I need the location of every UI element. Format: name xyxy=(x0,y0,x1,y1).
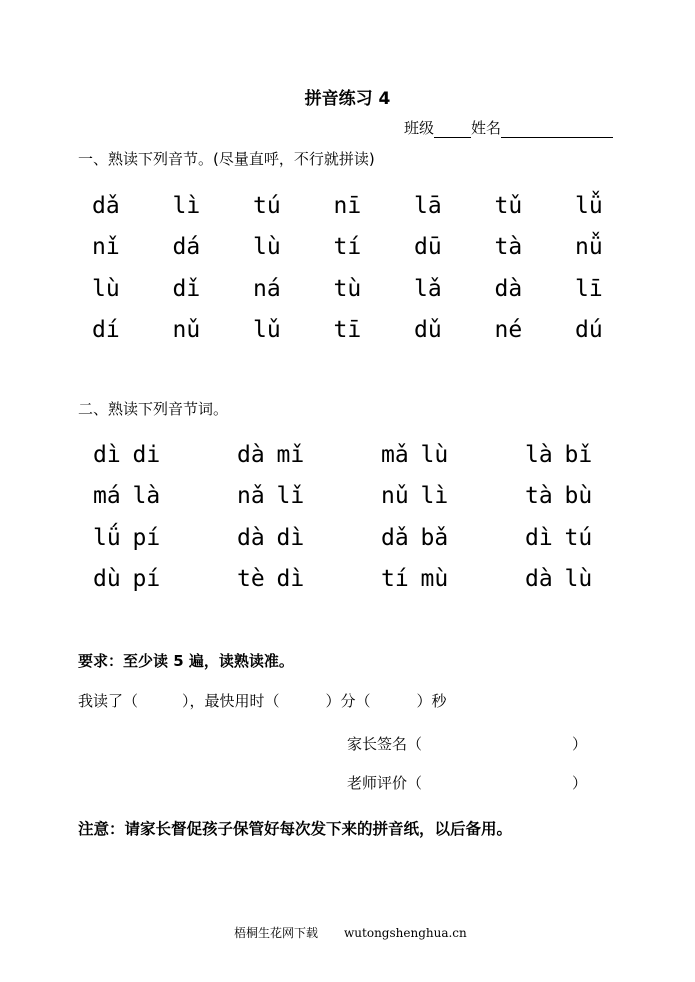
word: mǎ lù xyxy=(381,441,449,468)
word-row xyxy=(93,517,669,559)
fastest-time-label: ），最快用时（ xyxy=(182,692,280,710)
minutes-label: ）分（ xyxy=(325,692,371,710)
syllable: ná xyxy=(253,275,281,302)
page-title xyxy=(0,84,695,109)
word-row xyxy=(93,476,669,518)
word-grid xyxy=(93,434,669,600)
word: dà dì xyxy=(237,524,305,551)
word: dì di xyxy=(93,441,161,468)
syllable: lī xyxy=(575,275,603,302)
word: là bǐ xyxy=(525,441,593,468)
syllable: tī xyxy=(333,317,362,344)
syllable: dú xyxy=(575,317,603,344)
syllable: tà xyxy=(494,234,523,261)
syllable: lǔ xyxy=(253,317,281,344)
syllable: nǐ xyxy=(92,234,120,261)
read-count-label: 我读了（ xyxy=(78,692,139,710)
parent-signature xyxy=(347,733,587,754)
syllable-row xyxy=(92,227,656,269)
word-row xyxy=(93,559,669,601)
word: tè dì xyxy=(237,566,305,593)
parent-signature-close: ） xyxy=(572,735,588,753)
teacher-evaluation-label: 老师评价（ xyxy=(347,774,423,792)
reading-log xyxy=(78,690,447,711)
word: lǘ pí xyxy=(93,524,161,551)
syllable: lù xyxy=(253,234,281,261)
name-blank[interactable] xyxy=(501,121,613,138)
note-text: 注意：请家长督促孩子保管好每次发下来的拼音纸，以后备用。 xyxy=(78,820,513,838)
syllable: dí xyxy=(92,317,120,344)
syllable: tú xyxy=(253,192,281,219)
word: dà lù xyxy=(525,566,593,593)
student-info xyxy=(404,117,613,138)
word: dì tú xyxy=(525,524,593,551)
word: dǎ bǎ xyxy=(381,524,449,551)
syllable: dǎ xyxy=(92,192,120,219)
syllable: nǔ xyxy=(172,317,201,344)
syllable-grid xyxy=(92,185,656,351)
syllable: dà xyxy=(494,275,523,302)
syllable: dū xyxy=(414,234,442,261)
syllable: dǔ xyxy=(414,317,442,344)
syllable: nī xyxy=(333,192,362,219)
word: tí mù xyxy=(381,566,449,593)
syllable: tí xyxy=(333,234,362,261)
name-label: 姓名 xyxy=(471,119,502,137)
word: dà mǐ xyxy=(237,441,305,468)
section2-heading: 二、熟读下列音节词。 xyxy=(78,400,229,418)
syllable: lǚ xyxy=(575,192,603,219)
word: tà bù xyxy=(525,483,593,510)
requirement-text: 要求：至少读 5 遍，读熟读准。 xyxy=(78,652,294,670)
syllable: lā xyxy=(414,192,442,219)
syllable: nǚ xyxy=(575,234,603,261)
teacher-evaluation xyxy=(347,772,587,793)
syllable: né xyxy=(494,317,523,344)
syllable: lǎ xyxy=(414,275,442,302)
section1-heading: 一、熟读下列音节。(尽量直呼，不行就拼读) xyxy=(78,150,375,168)
syllable: lù xyxy=(92,275,120,302)
footer-url[interactable]: wutongshenghua.cn xyxy=(344,926,467,940)
word: nǎ lǐ xyxy=(237,483,305,510)
syllable: dǐ xyxy=(172,275,201,302)
syllable: dá xyxy=(172,234,201,261)
word: má là xyxy=(93,483,161,510)
syllable-row xyxy=(92,268,656,310)
teacher-evaluation-close: ） xyxy=(572,774,588,792)
syllable-row xyxy=(92,310,656,352)
parent-signature-label: 家长签名（ xyxy=(347,735,423,753)
seconds-label: ）秒 xyxy=(416,692,447,710)
word: nǔ lì xyxy=(381,483,449,510)
footer xyxy=(234,924,467,941)
syllable: tù xyxy=(333,275,362,302)
page-title-text: 拼音练习 4 xyxy=(304,89,391,109)
syllable-row xyxy=(92,185,656,227)
syllable: lì xyxy=(172,192,201,219)
word: dù pí xyxy=(93,566,161,593)
footer-site-name: 梧桐生花网下载 xyxy=(234,926,319,940)
class-blank[interactable] xyxy=(434,121,471,138)
class-label: 班级 xyxy=(404,119,435,137)
word-row xyxy=(93,434,669,476)
syllable: tǔ xyxy=(494,192,523,219)
